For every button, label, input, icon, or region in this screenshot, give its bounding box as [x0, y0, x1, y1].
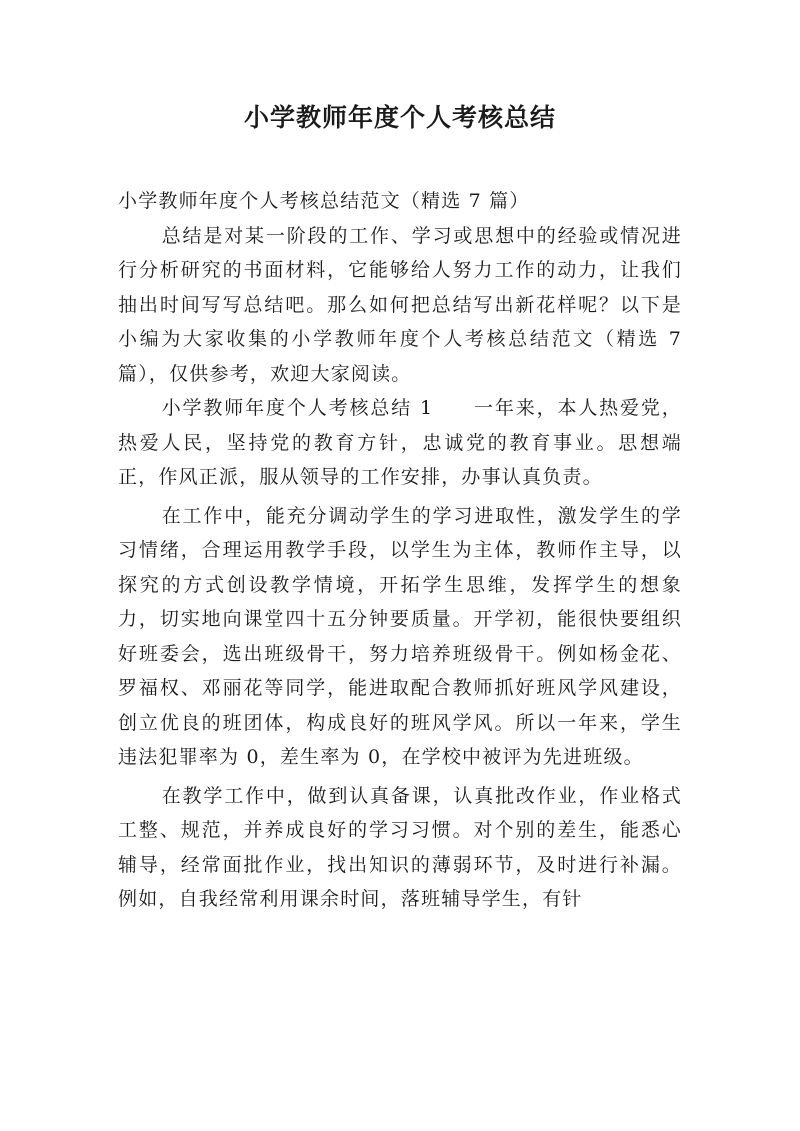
document-subtitle: 小学教师年度个人考核总结范文（精选 7 篇）	[118, 190, 530, 212]
section-1-lead: 一年来，本人热爱党，热爱人民，坚持党的教育方针，忠诚党的教育事业。思想端正，作风正派，服从领导的工作安排，办事认真负责。	[118, 397, 682, 488]
document-title: 小学教师年度个人考核总结	[243, 103, 556, 132]
section-1-paragraph	[118, 391, 682, 495]
body-paragraph-3: 在教学工作中，做到认真备课，认真批改作业，作业格式工整、规范，并养成良好的学习习惯。对个别的差生，能悉心辅导，经常面批作业，找出知识的薄弱环节，及时进行补漏。例如，自我经常利用课余时间，落班辅导学生，有针	[118, 784, 682, 910]
intro-paragraph: 总结是对某一阶段的工作、学习或思想中的经验或情况进行分析研究的书面材料，它能够给人努力工作的动力，让我们抽出时间写写总结吧。那么如何把总结写出新花样呢？以下是小编为大家收集的小学教师年度个人考核总结范文（精选 7 篇），仅供参考，欢迎大家阅读。	[118, 224, 682, 385]
body-paragraph-2: 在工作中，能充分调动学生的学习进取性，激发学生的学习情绪，合理运用教学手段，以学生为主体，教师作主导，以探究的方式创设教学情境，开拓学生思维，发挥学生的想象力，切实地向课堂四十五分钟要质量。开学初，能很快要组织好班委会，选出班级骨干，努力培养班级骨干。例如杨金花、罗福权、邓丽花等同学，能进取配合教师抓好班风学风建设，创立优良的班团体，构成良好的班风学风。所以一年来，学生违法犯罪率为 0，差生率为 0，在学校中被评为先进班级。	[118, 504, 682, 768]
section-1-heading: 小学教师年度个人考核总结 1	[161, 397, 434, 419]
